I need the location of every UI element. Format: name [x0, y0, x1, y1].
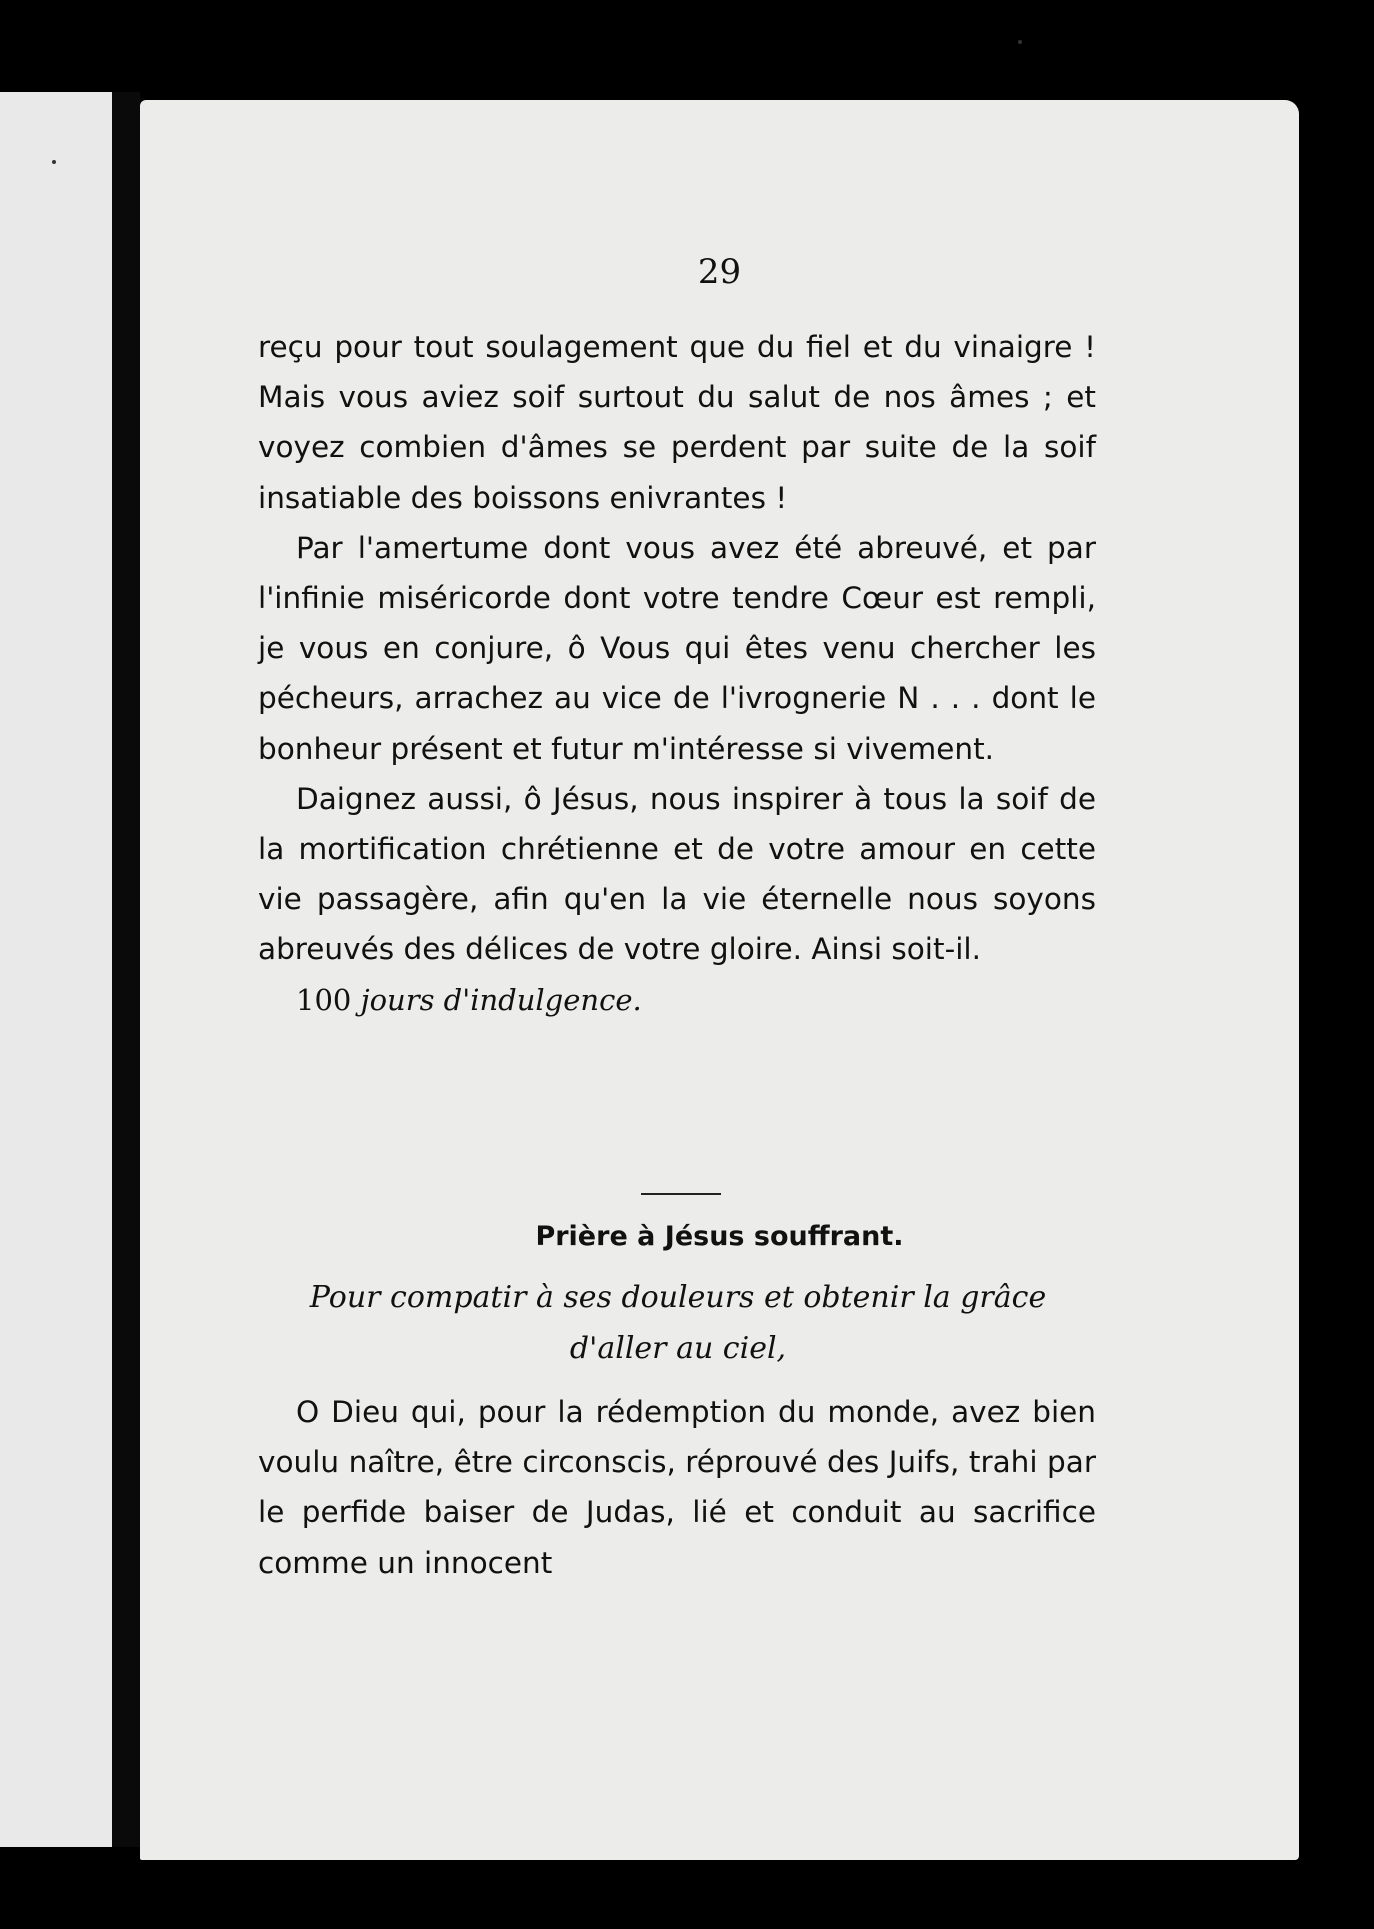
- main-text-block: [258, 322, 1096, 1025]
- section-title: Prière à Jésus souffrant.: [535, 1221, 904, 1252]
- book-page: [140, 100, 1299, 1860]
- page-number: 29: [697, 252, 742, 292]
- paragraph: O Dieu qui, pour la rédemption du monde, avez bien voulu naître, être circonscis, réprouvé des Juifs, trahi par le perfide baiser de Judas, lié et conduit au sacrifice comme un innocent: [258, 1395, 1096, 1580]
- prayer-text-block: [258, 1387, 1096, 1588]
- indulgence-number: 100: [296, 982, 352, 1017]
- section-subtitle: Pour compatir à ses douleurs et obtenir la grâce d'aller au ciel,: [309, 1280, 1047, 1366]
- book-spine-shadow: [112, 92, 140, 1847]
- paragraph: Par l'amertume dont vous avez été abreuvé, et par l'infinie miséricorde dont votre tendre Cœur est rempli, je vous en conjure, ô Vous qui êtes venu chercher les pécheurs, arrachez au vice de l'ivrognerie N . . . dont le bonheur présent et futur m'intéresse si vivement.: [258, 530, 1096, 766]
- indulgence-note: [258, 975, 1096, 1025]
- dust-speck: [1018, 40, 1022, 44]
- paragraph: reçu pour tout soulagement que du fiel et du vinaigre ! Mais vous aviez soif surtout du salut de nos âmes ; et voyez combien d'âmes se perdent par suite de la soif insatiable des boissons enivrantes !: [258, 330, 1096, 515]
- dust-speck: [52, 160, 56, 164]
- section-divider: [641, 1193, 721, 1195]
- indulgence-text: jours d'indulgence.: [360, 982, 642, 1017]
- facing-page-edge: [0, 92, 112, 1847]
- paragraph: Daignez aussi, ô Jésus, nous inspirer à tous la soif de la mortification chrétienne et de votre amour en cette vie passagère, afin qu'en la vie éternelle nous soyons abreuvés des délices de votre gloire. Ainsi soit-il.: [258, 781, 1096, 967]
